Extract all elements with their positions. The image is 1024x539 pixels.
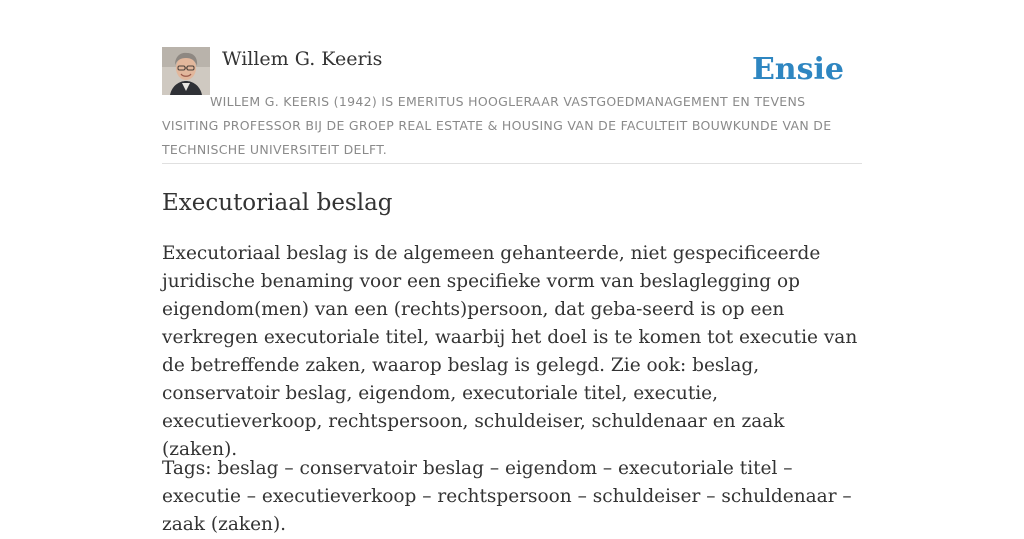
author-name[interactable]: Willem G. Keeris — [222, 48, 383, 70]
tags-list: Tags: beslag – conservatoir beslag – eigendom – executoriale titel – executie – executieverkoop – rechtspersoon – schuldeiser – schuldenaar – zaak (zaken). — [162, 458, 852, 535]
author-photo-icon — [162, 47, 210, 95]
author-avatar[interactable] — [162, 47, 210, 95]
author-bio: WILLEM G. KEERIS (1942) IS EMERITUS HOOGLERAAR VASTGOEDMANAGEMENT EN TEVENS VISITING PROFESSOR BIJ DE GROEP REAL ESTATE & HOUSING VAN DE FACULTEIT BOUWKUNDE VAN DE TECHNISCHE UNIVERSITEIT DELFT. — [162, 94, 832, 157]
brand-logo[interactable]: Ensie — [751, 52, 844, 87]
page-title: Executoriaal beslag — [162, 190, 393, 216]
definition-text: Executoriaal beslag is de algemeen gehanteerde, niet gespecificeerde juridische benaming voor een specifieke vorm van beslaglegging op eigendom(men) van een (rechts)persoon, dat geba-seerd is op een verkregen executoriale titel, waarbij het doel is te komen tot executie van de betreffende zaken, waarop beslag is gelegd. Zie ook: beslag, conservatoir beslag, eigendom, executoriale titel, executie, executieverkoop, rechtspersoon, schuldeiser, schuldenaar en zaak (zaken). — [162, 243, 858, 460]
author-header — [162, 44, 862, 164]
